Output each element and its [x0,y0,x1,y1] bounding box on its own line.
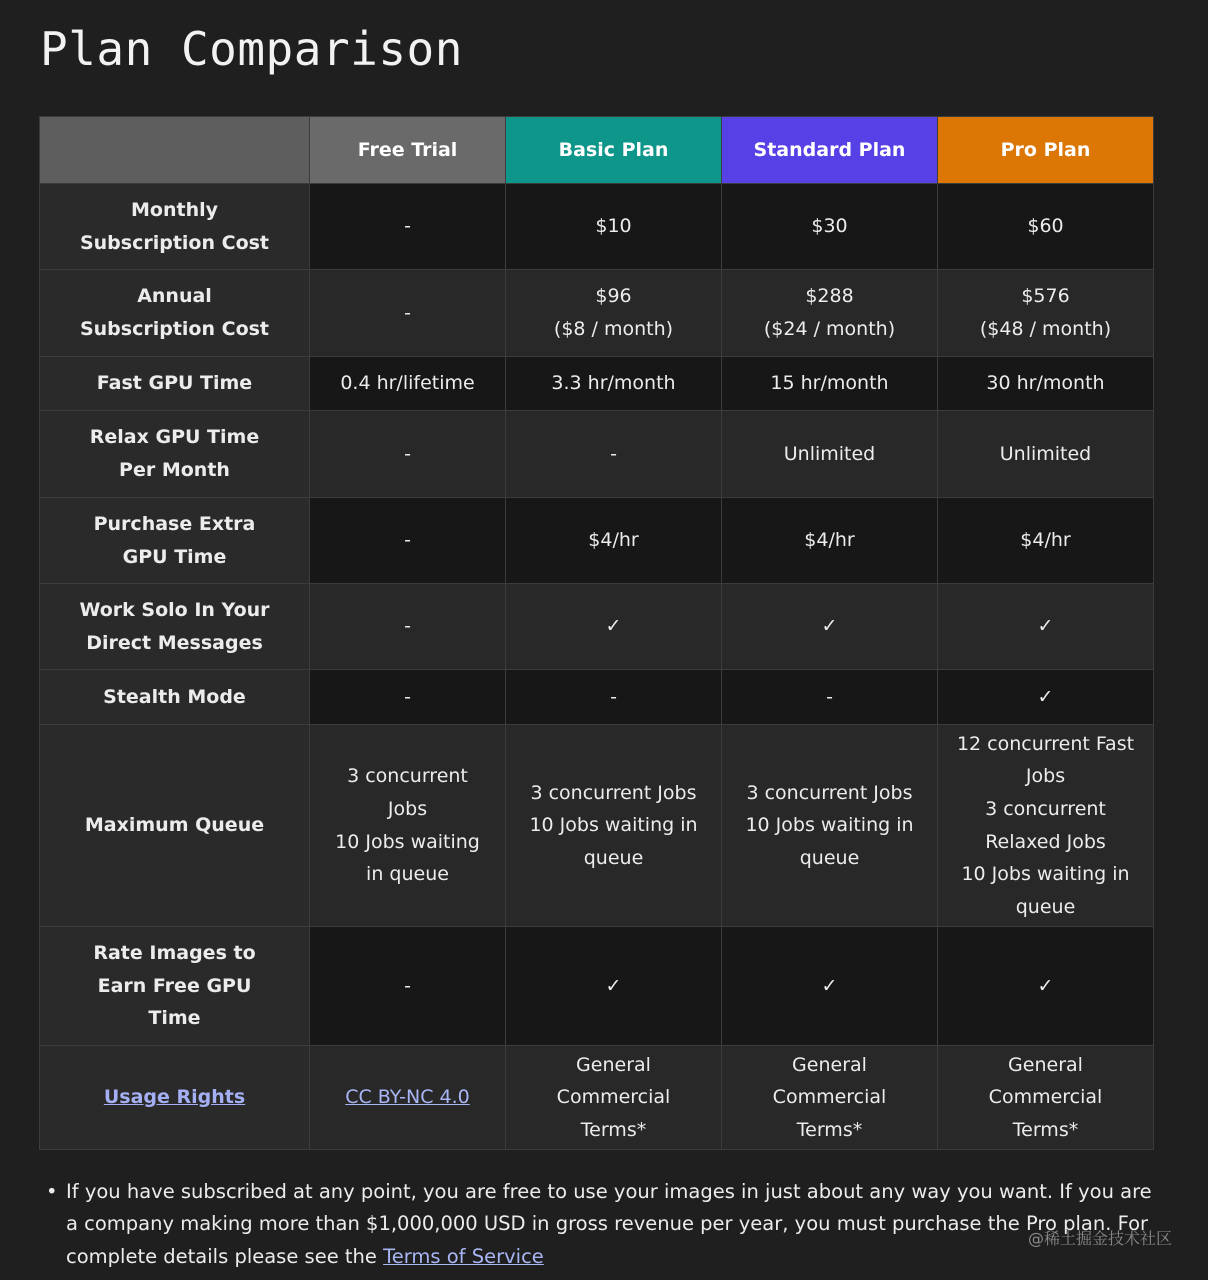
cell-line: - [404,529,411,552]
cell-free-trial [310,584,506,670]
cell-line: 15 hr/month [770,372,889,395]
cell-line: - [404,974,411,997]
page-title: Plan Comparison [40,22,463,76]
cell-line: Terms* [580,1118,647,1141]
table-row [40,584,1154,670]
cell-line: ✓ [1037,685,1054,708]
cell-pro [938,357,1154,411]
license-link[interactable]: CC BY-NC 4.0 [345,1086,470,1109]
cell-line: GPU Time [122,545,227,568]
cell-pro [938,927,1154,1046]
terms-of-service-link[interactable]: Terms of Service [383,1244,544,1268]
watermark: @稀土掘金技术社区 [1027,1229,1172,1248]
cell-line: Commercial [772,1086,887,1109]
cell-pro [938,1046,1154,1150]
plan-header-pro: Pro Plan [938,117,1154,184]
cell-line: 30 hr/month [986,372,1105,395]
cell-line: $60 [1027,215,1064,238]
header-corner-cell [40,117,310,184]
cell-line: - [610,442,617,465]
cell-line: Relaxed Jobs [985,830,1106,853]
cell-pro [938,411,1154,498]
usage-rights-link[interactable]: Usage Rights [103,1086,246,1109]
cell-pro [938,725,1154,927]
row-label [40,670,310,725]
cell-pro [938,498,1154,584]
cell-basic [506,927,722,1046]
cell-line: $96 [595,285,632,308]
notes-line-2: a company making more than $1,000,000 USD in gross revenue per year, you must purchase the Pro plan. For [66,1212,1149,1236]
cell-line: in queue [366,863,449,886]
cell-line: Earn Free GPU [97,974,252,997]
cell-basic [506,670,722,725]
cell-pro [938,270,1154,357]
row-label [40,927,310,1046]
cell-line: Rate Images to [93,942,256,965]
cell-free-trial [310,184,506,270]
cell-line: Work Solo In Your [79,598,270,621]
plan-header-free-trial: Free Trial [310,117,506,184]
row-label [40,411,310,498]
cell-line: 3 concurrent [347,765,468,788]
cell-line: - [404,615,411,638]
cell-standard [722,184,938,270]
cell-line: $576 [1021,285,1070,308]
cell-line: ✓ [605,615,622,638]
row-label [40,357,310,411]
plan-comparison-table [39,116,1154,1150]
cell-line: 3 concurrent [985,797,1106,820]
notes-item [44,1176,1164,1273]
cell-line: $30 [811,215,848,238]
header-row [40,117,1154,184]
row-label [40,498,310,584]
table-row [40,725,1154,927]
cell-line: Subscription Cost [79,231,270,254]
cell-line: Monthly [131,198,218,221]
cell-line: Fast GPU Time [96,372,253,395]
cell-free-trial [310,270,506,357]
cell-line: 3 concurrent Jobs [530,781,697,804]
table-row [40,927,1154,1046]
cell-basic [506,1046,722,1150]
notes-line-1: If you have subscribed at any point, you are free to use your images in just about any way you want. If you are [66,1180,1152,1203]
cell-line: 12 concurrent Fast [956,732,1135,755]
cell-line: queue [1015,895,1076,918]
cell-line: 10 Jobs waiting in [745,814,914,837]
cell-line: ✓ [821,974,838,997]
cell-line: ✓ [821,615,838,638]
cell-line: Commercial [988,1086,1103,1109]
row-label [40,584,310,670]
cell-basic [506,584,722,670]
cell-line: $288 [805,285,854,308]
cell-standard [722,357,938,411]
cell-line: General [792,1053,867,1076]
cell-standard [722,270,938,357]
cell-basic [506,411,722,498]
cell-line: ($48 / month) [979,318,1112,340]
cell-standard [722,670,938,725]
notes-line-3: complete details please see the [66,1244,384,1268]
cell-line: Stealth Mode [103,685,246,708]
cell-standard [722,584,938,670]
cell-line: Unlimited [783,442,876,465]
cell-line: 10 Jobs waiting [335,830,480,853]
table-row [40,411,1154,498]
notes-list [44,1176,1164,1273]
cell-basic [506,725,722,927]
cell-line: 10 Jobs waiting in [529,814,698,837]
cell-line: $4/hr [804,529,855,552]
cell-line: 0.4 hr/lifetime [340,372,475,395]
cell-line: Jobs [1025,765,1066,788]
cell-pro [938,184,1154,270]
table-row [40,184,1154,270]
row-label [40,725,310,927]
cell-pro [938,670,1154,725]
cell-line: Maximum Queue [84,814,265,837]
cell-standard [722,1046,938,1150]
cell-standard [722,498,938,584]
cell-basic [506,357,722,411]
cell-line: - [610,685,617,708]
cell-line: ✓ [1037,615,1054,638]
cell-line: ✓ [1037,974,1054,997]
table-row [40,357,1154,411]
table-row-usage-rights [40,1046,1154,1150]
cell-line: 3 concurrent Jobs [746,781,913,804]
cell-line: ($24 / month) [763,318,896,340]
cell-line: Annual [137,285,212,308]
cell-standard [722,411,938,498]
plan-header-standard: Standard Plan [722,117,938,184]
cell-free-trial [310,927,506,1046]
cell-line: Direct Messages [86,631,263,654]
cell-line: ✓ [605,974,622,997]
cell-line: Unlimited [999,442,1092,465]
cell-free-trial [310,725,506,927]
cell-basic [506,270,722,357]
cell-line: $4/hr [1020,529,1071,552]
table-row [40,270,1154,357]
cell-line: Subscription Cost [79,318,270,340]
cell-line: - [826,685,833,708]
cell-free-trial [310,411,506,498]
cell-free-trial [310,1046,506,1150]
cell-line: $4/hr [588,529,639,552]
cell-line: $10 [595,215,632,238]
cell-line: 3.3 hr/month [551,372,676,395]
cell-line: General [576,1053,651,1076]
cell-line: 10 Jobs waiting in [961,863,1130,886]
cell-line: - [404,442,411,465]
cell-free-trial [310,357,506,411]
cell-line: Commercial [556,1086,671,1109]
cell-line: Time [148,1007,201,1030]
cell-line: - [404,301,411,324]
table-row [40,670,1154,725]
cell-line: Terms* [1012,1118,1079,1141]
cell-line: - [404,685,411,708]
cell-line: General [1008,1053,1083,1076]
row-label [40,270,310,357]
cell-free-trial [310,498,506,584]
bullet-icon: • [46,1180,58,1203]
cell-line: Relax GPU Time [89,426,260,449]
cell-free-trial [310,670,506,725]
cell-line: Purchase Extra [93,512,256,535]
cell-pro [938,584,1154,670]
cell-line: Terms* [796,1118,863,1141]
table-row [40,498,1154,584]
row-label [40,1046,310,1150]
cell-line: queue [583,846,644,869]
cell-standard [722,725,938,927]
cell-line: - [404,215,411,238]
cell-basic [506,498,722,584]
cell-standard [722,927,938,1046]
cell-line: Jobs [387,797,428,820]
plan-header-basic: Basic Plan [506,117,722,184]
cell-basic [506,184,722,270]
cell-line: Per Month [119,459,230,481]
row-label [40,184,310,270]
table-body [40,184,1154,1150]
cell-line: ($8 / month) [553,318,674,340]
cell-line: queue [799,846,860,869]
